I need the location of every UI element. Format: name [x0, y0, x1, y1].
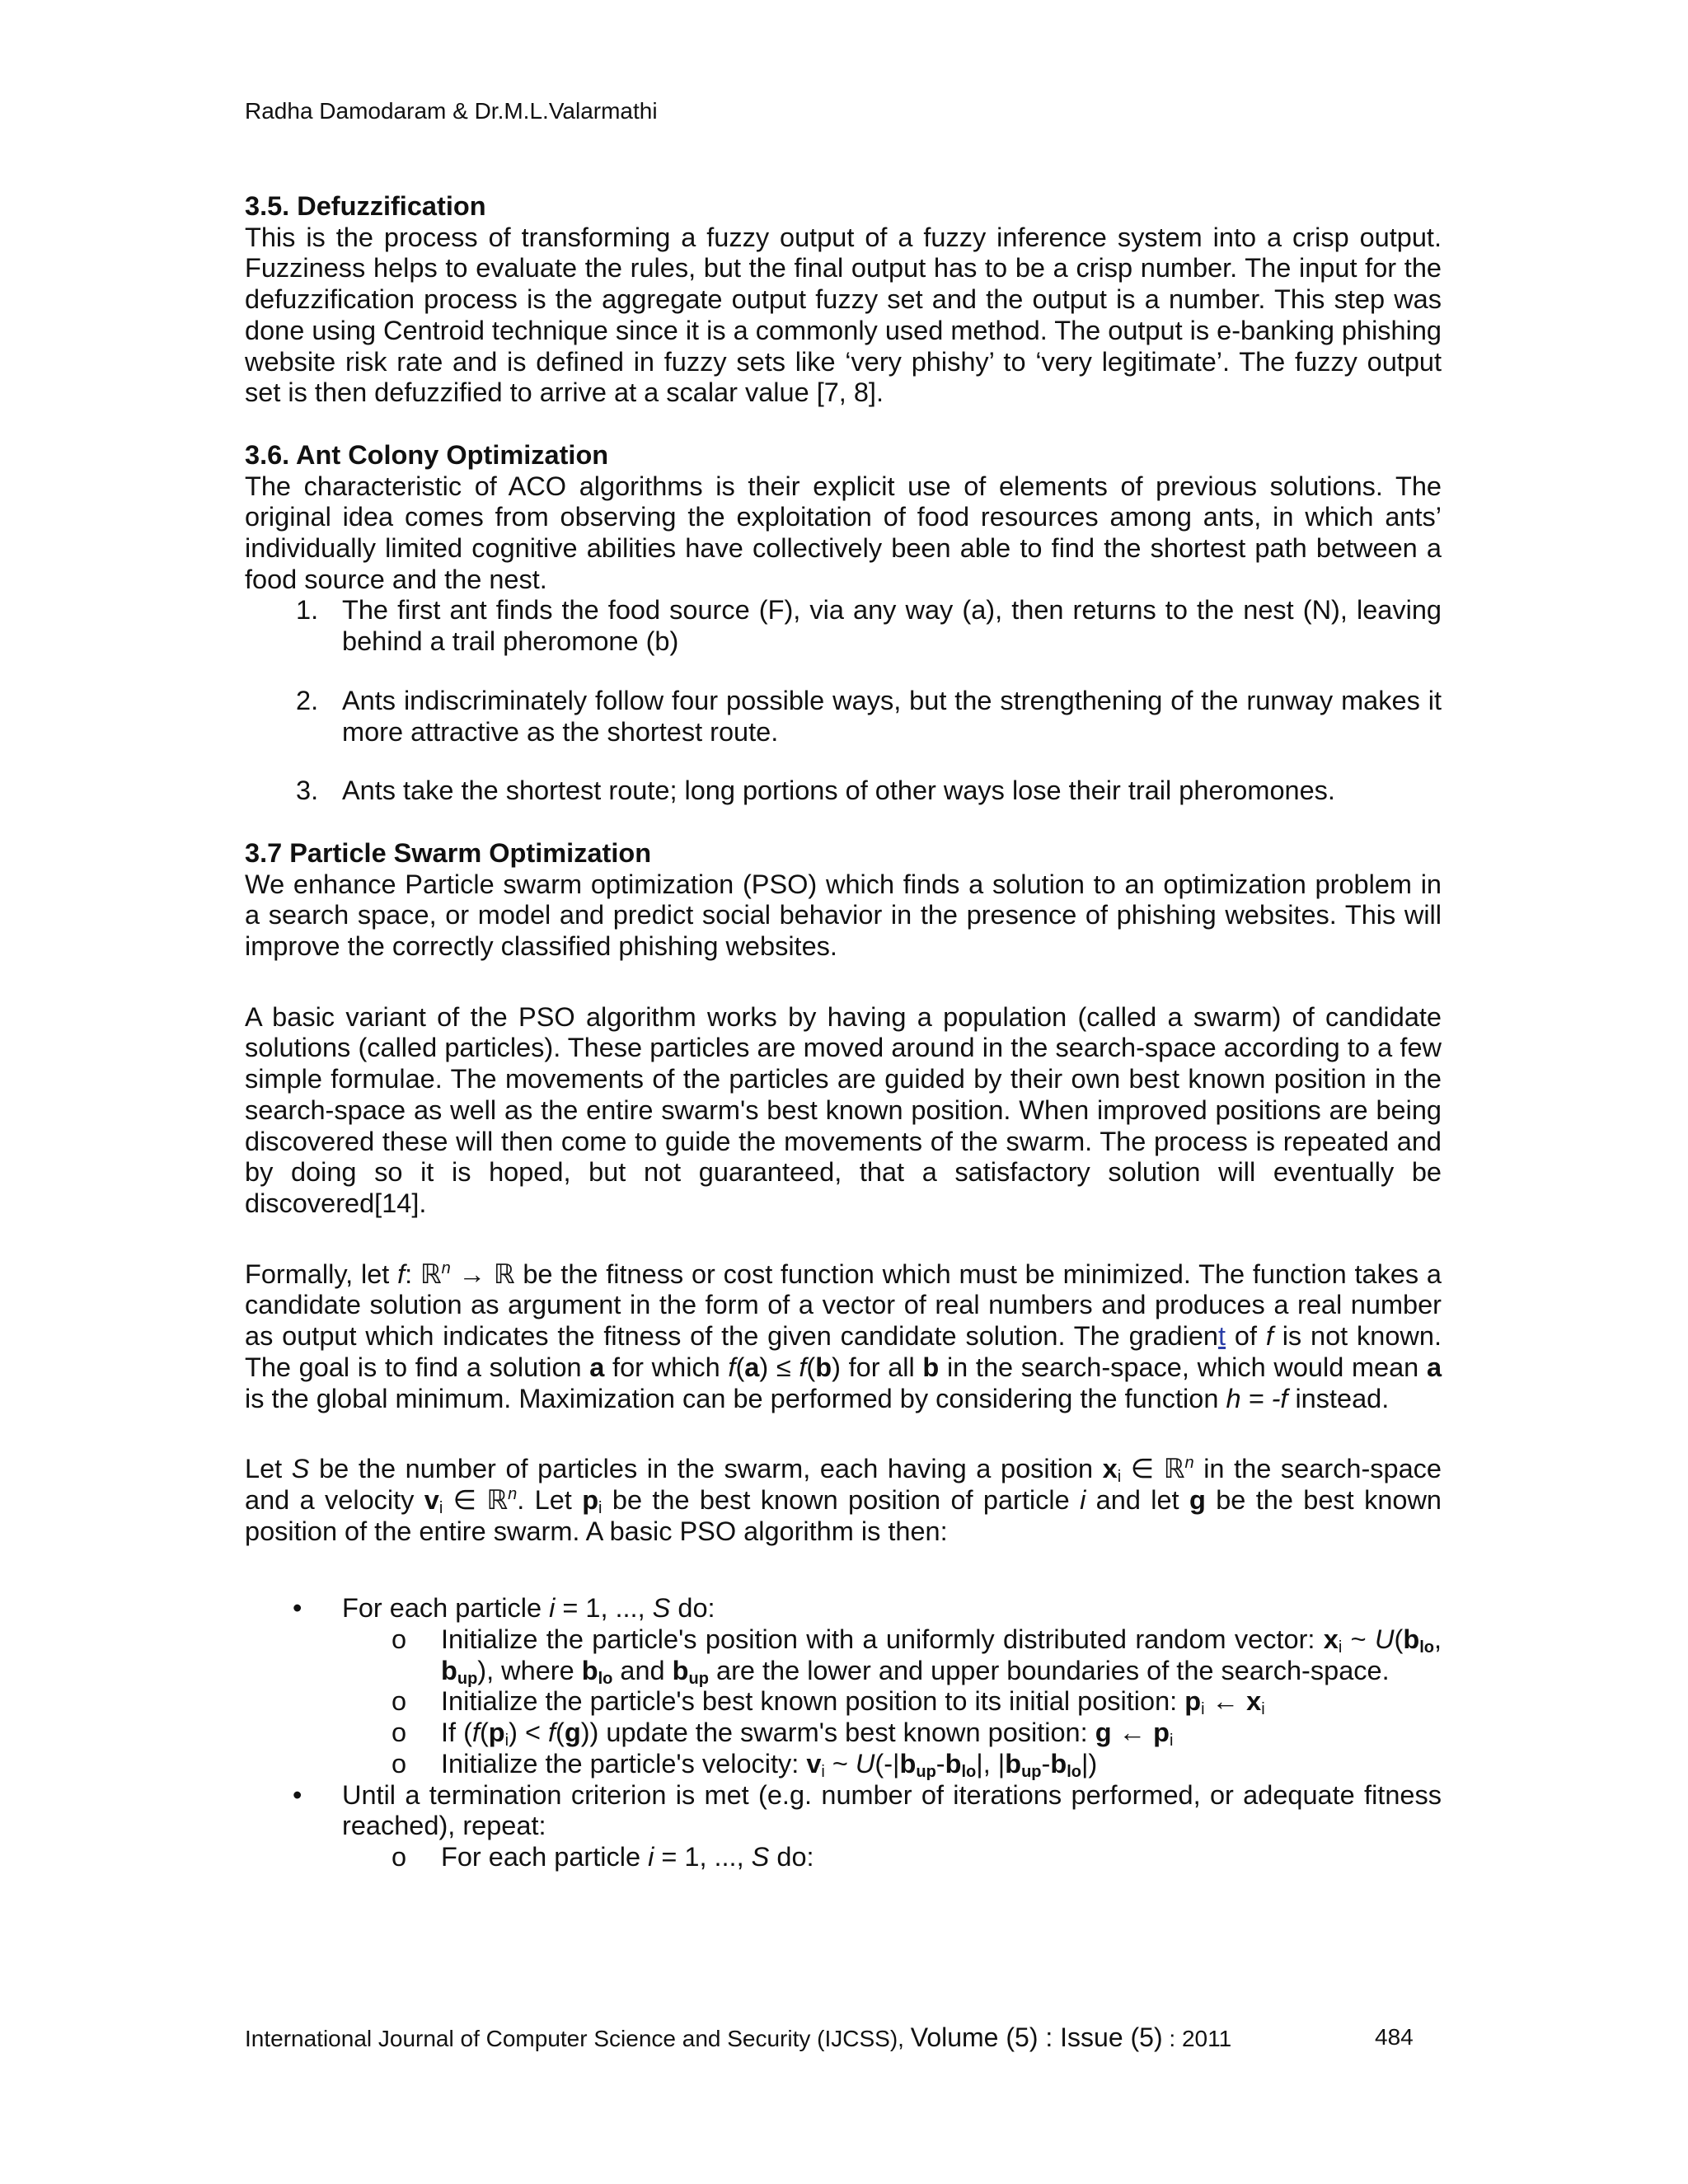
journal-year: : 2011: [1162, 2026, 1232, 2051]
algorithm-sub-item: o If $(f(p_i) < f(g))$ update the swarm's best known position: g ← $p_i$: [392, 1718, 1174, 1750]
numbered-item: [245, 595, 1442, 657]
sub-bullet-glyph: o: [392, 1748, 407, 1779]
pso-intro-paragraph: We enhance Particle swarm optimization (PSO) which finds a solution to an optimization problem in a search space, or model and predict social behavior in the presence of phishing websites. This will improve the correctly classified phishing websites.: [245, 869, 1442, 962]
sub-bullet-glyph: o: [392, 1686, 407, 1717]
algorithm-sub-item: o Initialize the particle's best known position to its initial position: $p_i$ ← $x_i$: [392, 1686, 1265, 1719]
aco-paragraph: The characteristic of ACO algorithms is their explicit use of elements of previous solutions. The original idea comes from observing the exploitation of food resources among ants, in which ants’ individually limited cognitive abilities have collectively been able to find the shortest path between a food source and the nest.: [245, 471, 1442, 594]
gradient-link[interactable]: t: [1218, 1321, 1226, 1352]
item-number: 3.: [296, 776, 319, 806]
journal-volume: Volume (5) : Issue (5): [910, 2022, 1163, 2052]
section-heading-3-7: 3.7 Particle Swarm Optimization: [245, 837, 652, 868]
item-number: 2.: [296, 685, 319, 715]
journal-name: International Journal of Computer Science and Security (IJCSS),: [245, 2026, 911, 2051]
page-number: 484: [1375, 2024, 1414, 2050]
algorithm-bullet: • For each particle i = 1, ..., S do:: [293, 1593, 715, 1624]
item-text: Ants indiscriminately follow four possible ways, but the strengthening of the runway makes it more attractive as the shortest route.: [342, 685, 1442, 747]
section-heading-3-5: 3.5. Defuzzification: [245, 191, 486, 221]
bullet-glyph: •: [293, 1779, 302, 1810]
item-text: Ants take the shortest route; long portions of other ways lose their trail pheromones.: [342, 776, 1335, 806]
sub-bullet-glyph: o: [392, 1718, 407, 1748]
sub-bullet-glyph: o: [392, 1841, 407, 1872]
pso-basic-variant-paragraph: A basic variant of the PSO algorithm works by having a population (called a swarm) of candidate solutions (called particles). These particles are moved around in the search-space according to a few simple formulae. The movements of the particles are guided by their own best known position in the search-space as well as the entire swarm's best known position. When improved positions are being discovered these will then come to guide the movements of the swarm. The process is repeated and by doing so it is hoped, but not guaranteed, that a satisfactory solution will eventually be discovered[14].: [245, 1001, 1442, 1218]
algorithm-bullet: • Until a termination criterion is met (e.g. number of iterations performed, or adequate fitness reached), repeat:: [293, 1779, 1442, 1841]
page-body: [245, 191, 1442, 1873]
numbered-item: [245, 776, 1442, 807]
pso-formal-paragraph: Formally, let f: ℝ$^n$ → ℝ be the fitness or cost function which must be minimized. The function takes a candidate solution as argument in the form of a vector of real numbers and produces a real number as output which indicates the fitness of the given candidate solution. The gradient of f is not known. The goal is to find a solution a for which f(a) ≤ f(b) for all b in the search-space, which would mean a is the global minimum. Maximization can be performed by considering the function h = -f instead.: [245, 1258, 1442, 1413]
item-text: The first ant finds the food source (F), via any way (a), then returns to the nest (N), leaving behind a trail pheromone (b): [342, 595, 1442, 657]
section-heading-3-6: 3.6. Ant Colony Optimization: [245, 439, 609, 470]
pso-notation-paragraph: Let S be the number of particles in the swarm, each having a position $x_i$ ∈ ℝ$^n$ in the search-space and a velocity $v_i$ ∈ ℝ$^n$. Let $p_i$ be the best known position of particle i and let g be the best known position of the entire swarm. A basic PSO algorithm is then:: [245, 1454, 1442, 1546]
algorithm-sub-item: o Initialize the particle's position with a uniformly distributed random vector: $x_i$ ~ $U(b_{lo}$, $b_{up}$), where $b_{lo}$ and $b_{up}$ are the lower and upper boundaries of the search-space.: [392, 1624, 1442, 1688]
numbered-item: [245, 686, 1442, 748]
journal-footer: [245, 2023, 1231, 2053]
bullet-glyph: •: [293, 1593, 302, 1624]
running-header: Radha Damodaram & Dr.M.L.Valarmathi: [245, 98, 658, 124]
defuzzification-paragraph: This is the process of transforming a fuzzy output of a fuzzy inference system into a crisp output. Fuzziness helps to evaluate the rules, but the final output has to be a crisp number. The input for the defuzzification process is the aggregate output fuzzy set and the output is a number. This step was done using Centroid technique since it is a commonly used method. The output is e-banking phishing website risk rate and is defined in fuzzy sets like ‘very phishy’ to ‘very legitimate’. The fuzzy output set is then defuzzified to arrive at a scalar value [7, 8].: [245, 222, 1442, 408]
algorithm-sub-item: o Initialize the particle's velocity: $v_i$ ~ $U(-|b_{up}-b_{lo}|$, $|b_{up}-b_{lo}|$): [392, 1748, 1098, 1781]
item-number: 1.: [296, 595, 319, 626]
sub-bullet-glyph: o: [392, 1624, 407, 1655]
algorithm-sub-item: o For each particle i = 1, ..., S do:: [392, 1841, 814, 1872]
